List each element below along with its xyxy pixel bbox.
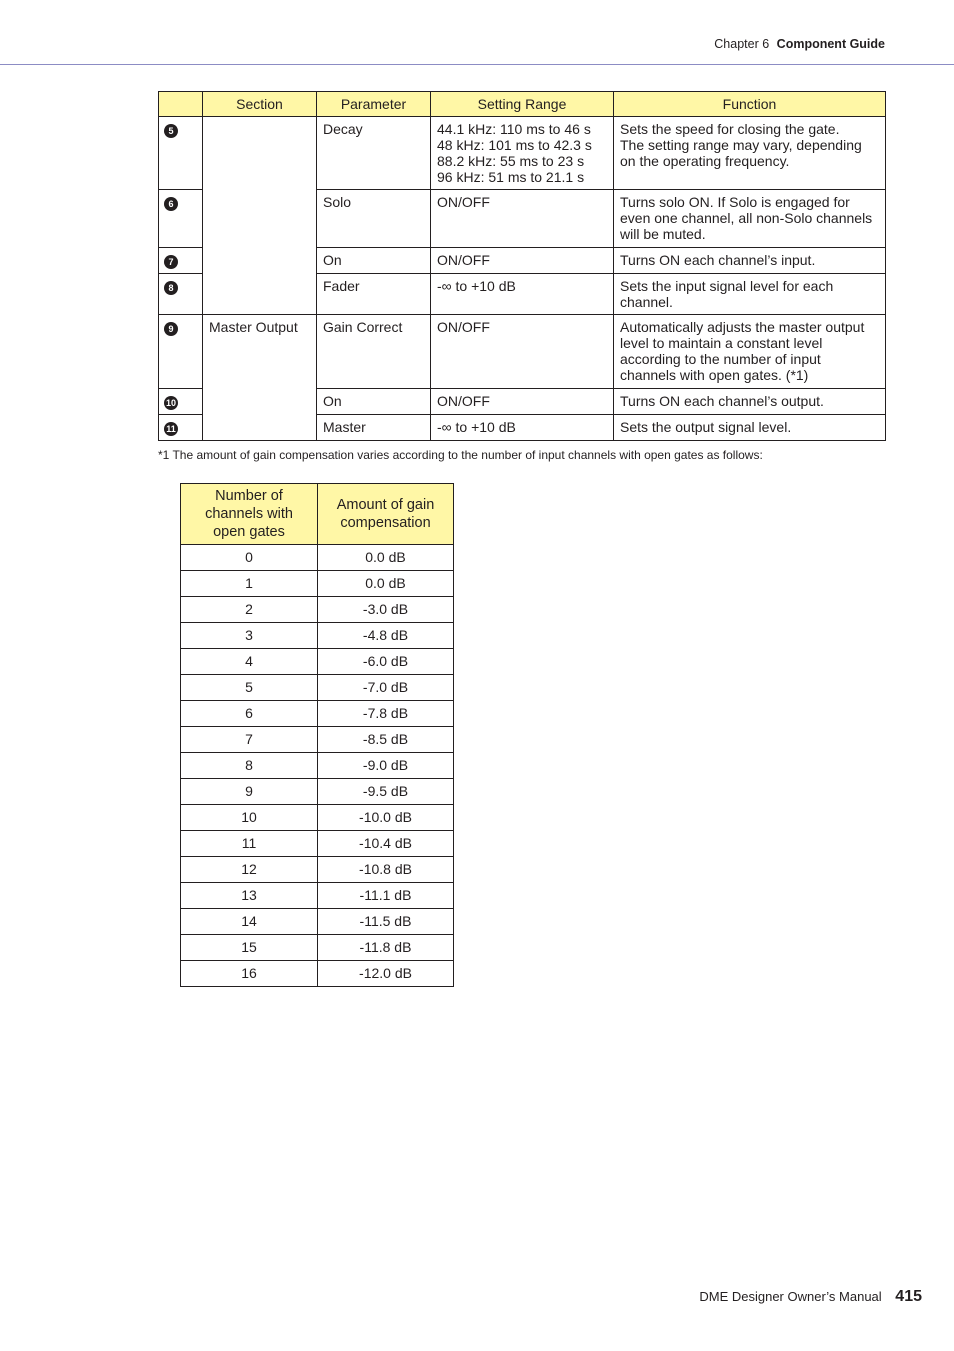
channels-cell: 12 [181,857,318,883]
header-setting-range: Setting Range [431,92,614,117]
gain-cell: -10.8 dB [318,857,454,883]
range-cell: -∞ to +10 dB [431,415,614,441]
table-row [181,935,454,961]
table-row [181,779,454,805]
page-header [0,0,954,65]
row-number-cell [159,190,203,248]
channels-cell: 11 [181,831,318,857]
table-header-row [159,92,886,117]
channels-cell: 2 [181,597,318,623]
table-row [181,675,454,701]
table-row [181,857,454,883]
channels-cell: 16 [181,961,318,987]
parameter-cell: Solo [317,190,431,248]
table-row [181,961,454,987]
gain-cell: -12.0 dB [318,961,454,987]
channels-cell: 13 [181,883,318,909]
header-section: Section [203,92,317,117]
gain-cell: 0.0 dB [318,571,454,597]
chapter-title: Component Guide [776,37,885,51]
range-cell: ON/OFF [431,190,614,248]
table-row [181,805,454,831]
function-cell: Sets the speed for closing the gate. The setting range may vary, depending on the operating frequency. [614,117,886,190]
table-row [181,909,454,935]
manual-title: DME Designer Owner’s Manual [699,1289,882,1304]
channels-cell: 1 [181,571,318,597]
chapter-label: Chapter 6 [714,37,770,51]
channels-cell: 5 [181,675,318,701]
header-gain: Amount of gain compensation [318,484,454,545]
gain-cell: -11.8 dB [318,935,454,961]
number-badge: 11 [164,422,178,436]
table-row [181,701,454,727]
gain-cell: -6.0 dB [318,649,454,675]
table-row [159,315,886,389]
channels-cell: 15 [181,935,318,961]
table-row [181,831,454,857]
section-cell: Master Output [203,315,317,441]
range-cell: ON/OFF [431,248,614,274]
range-cell: ON/OFF [431,389,614,415]
parameter-cell: On [317,248,431,274]
function-cell: Sets the input signal level for each channel. [614,274,886,315]
function-cell: Sets the output signal level. [614,415,886,441]
range-cell: ON/OFF [431,315,614,389]
parameter-cell: On [317,389,431,415]
table-row [181,571,454,597]
table-header-row [181,484,454,545]
range-cell: 44.1 kHz: 110 ms to 46 s 48 kHz: 101 ms to 42.3 s 88.2 kHz: 55 ms to 23 s 96 kHz: 51 ms to 21.1 s [431,117,614,190]
function-cell: Turns solo ON. If Solo is engaged for even one channel, all non-Solo channels will be muted. [614,190,886,248]
parameter-cell: Master [317,415,431,441]
gain-cell: -7.0 dB [318,675,454,701]
row-number-cell [159,117,203,190]
table-row [159,117,886,190]
number-badge: 6 [164,197,178,211]
gain-cell: -8.5 dB [318,727,454,753]
page-number: 415 [895,1288,922,1305]
gain-cell: -10.4 dB [318,831,454,857]
gain-cell: 0.0 dB [318,545,454,571]
table-row [181,649,454,675]
function-cell: Turns ON each channel’s output. [614,389,886,415]
channels-cell: 0 [181,545,318,571]
parameter-cell: Decay [317,117,431,190]
gain-cell: -9.0 dB [318,753,454,779]
gain-table-body [181,545,454,987]
channels-cell: 10 [181,805,318,831]
header-parameter: Parameter [317,92,431,117]
gain-cell: -11.5 dB [318,909,454,935]
header-function: Function [614,92,886,117]
number-badge: 10 [165,398,176,408]
channels-cell: 6 [181,701,318,727]
number-badge: 9 [164,322,178,336]
channels-cell: 4 [181,649,318,675]
header-num [159,92,203,117]
parameter-cell: Gain Correct [317,315,431,389]
row-number-cell [159,415,203,441]
footnote: *1 The amount of gain compensation varies according to the number of input channels with open gates as follows: [158,448,763,462]
table-row [181,753,454,779]
table-row [181,545,454,571]
gain-cell: -11.1 dB [318,883,454,909]
row-number-cell [159,315,203,389]
page-footer [699,1288,922,1306]
row-number-cell [159,274,203,315]
channels-cell: 9 [181,779,318,805]
channels-cell: 7 [181,727,318,753]
number-badge: 8 [164,281,178,295]
gain-cell: -10.0 dB [318,805,454,831]
range-cell: -∞ to +10 dB [431,274,614,315]
function-cell: Turns ON each channel’s input. [614,248,886,274]
table-row [181,597,454,623]
gain-cell: -7.8 dB [318,701,454,727]
parameter-table [158,91,886,441]
gain-compensation-table [180,483,454,987]
function-cell: Automatically adjusts the master output level to maintain a constant level according to the number of input channels with open gates. (*1) [614,315,886,389]
row-number-cell [159,248,203,274]
number-badge: 5 [164,124,178,138]
parameter-cell: Fader [317,274,431,315]
channels-cell: 3 [181,623,318,649]
section-cell [203,117,317,315]
gain-cell: -9.5 dB [318,779,454,805]
table-row [181,623,454,649]
gain-cell: -3.0 dB [318,597,454,623]
row-number-cell [159,389,203,415]
table-row [181,727,454,753]
header-channels: Number of channels with open gates [181,484,318,545]
header-text [714,37,885,51]
channels-cell: 8 [181,753,318,779]
channels-cell: 14 [181,909,318,935]
gain-cell: -4.8 dB [318,623,454,649]
number-badge: 7 [164,255,178,269]
table-row [181,883,454,909]
